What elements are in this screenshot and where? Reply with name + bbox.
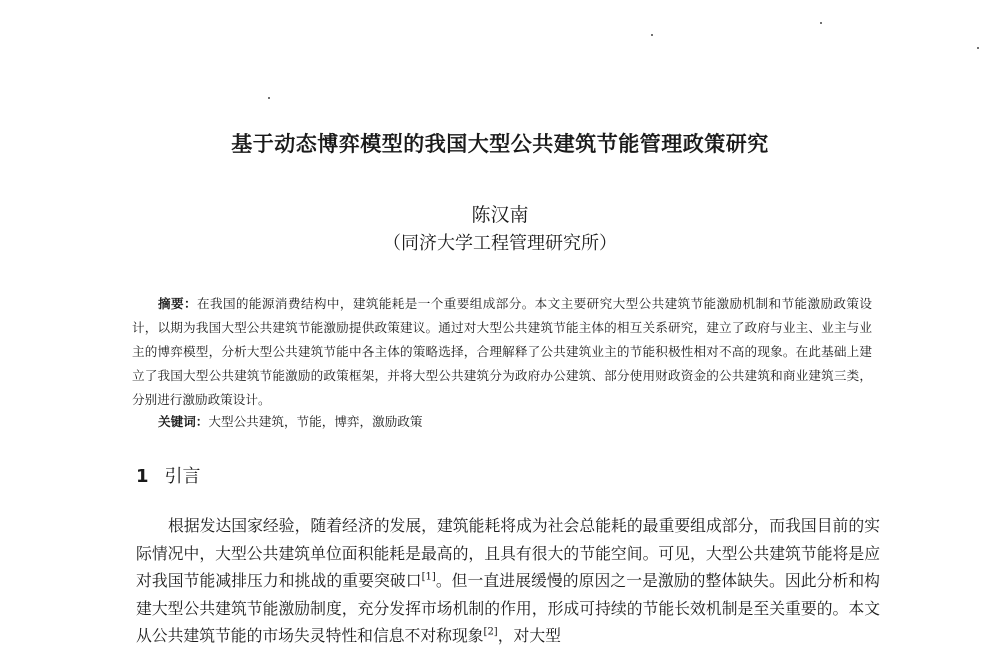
keywords [158, 412, 878, 432]
abstract-text: 在我国的能源消费结构中，建筑能耗是一个重要组成部分。本文主要研究大型公共建筑节能激励机制和节能激励政策设计，以期为我国大型公共建筑节能激励提供政策建议。通过对大型公共建筑节能主体的相互关系研究，建立了政府与业主、业主与业主的博弈模型，分析大型公共建筑节能中各主体的策略选择，合理解释了公共建筑业主的节能积极性相对不高的现象。在此基础上建立了我国大型公共建筑节能激励的政策框架，并将大型公共建筑分为政府办公建筑、部分使用财政资金的公共建筑和商业建筑三类，分别进行激励政策设计。 [132, 296, 873, 407]
section-title: 引言 [164, 466, 201, 487]
citation-1: [1] [421, 571, 436, 583]
scan-speck [268, 97, 270, 99]
abstract-label: 摘要： [158, 296, 197, 311]
body-text-1: 根据发达国家经验，随着经济的发展，建筑能耗将成为社会总能耗的最重要组成部分，而我国目前的实际情况中，大型公共建筑单位面积能耗是最高的，且具有很大的节能空间。可见，大型公共建筑节能将是应对我国节能减排压力和挑战的重要突破口 [136, 516, 880, 590]
keywords-text: 大型公共建筑，节能，博弈，激励政策 [208, 414, 423, 429]
paper-title: 基于动态博弈模型的我国大型公共建筑节能管理政策研究 [231, 132, 769, 156]
scan-speck [651, 34, 653, 36]
keywords-label: 关键词： [158, 414, 209, 429]
scan-speck [977, 47, 979, 49]
author-affiliation: （同济大学工程管理研究所） [383, 233, 617, 254]
body-text-3: ，对大型 [497, 626, 561, 645]
abstract [132, 292, 872, 412]
author-name: 陈汉南 [471, 204, 529, 226]
citation-2: [2] [483, 626, 498, 638]
body-paragraph [136, 512, 880, 650]
section-heading [136, 462, 201, 488]
body-text-2: 。但一直进展缓慢的原因之一是激励的整体缺失。因此分析和构建大型公共建筑节能激励制度，充分发挥市场机制的作用，形成可持续的节能长效机制是至关重要的。本文从公共建筑节能的市场失灵特性和信息不对称现象 [136, 571, 880, 645]
section-number: 1 [136, 466, 149, 487]
scan-speck [820, 22, 822, 24]
